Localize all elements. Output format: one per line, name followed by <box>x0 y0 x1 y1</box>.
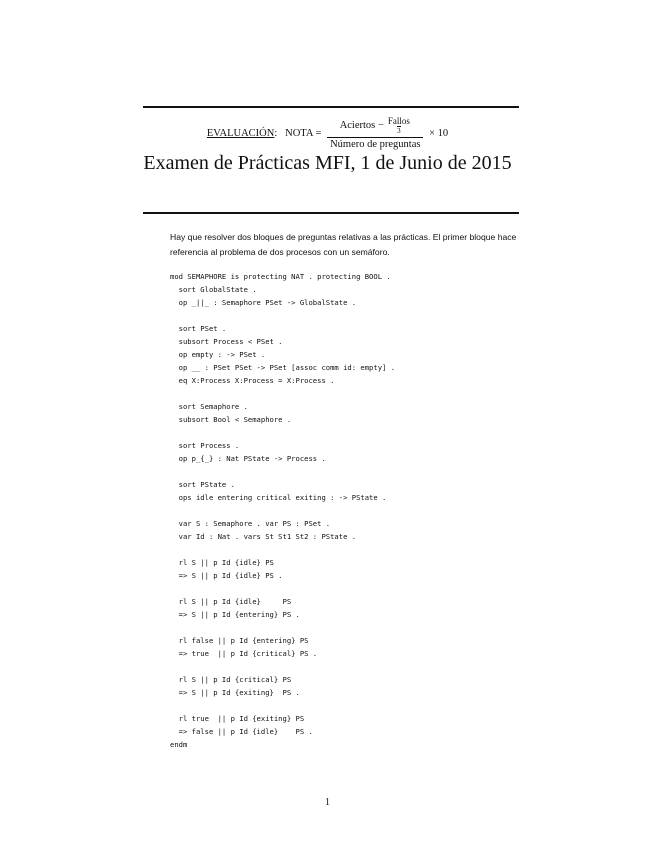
code-line: => S || p Id {entering} PS . <box>170 610 300 619</box>
code-line: eq X:Process X:Process = X:Process . <box>170 376 335 385</box>
code-line: rl S || p Id {idle} PS <box>170 558 274 567</box>
code-line: rl true || p Id {exiting} PS <box>170 714 305 723</box>
code-line: rl S || p Id {idle} PS <box>170 597 292 606</box>
code-line: rl S || p Id {critical} PS <box>170 675 292 684</box>
aciertos-term: Aciertos <box>339 119 376 131</box>
code-line: op _||_ : Semaphore PSet -> GlobalState . <box>170 298 357 307</box>
code-line: mod SEMAPHORE is protecting NAT . protecting BOOL . <box>170 272 391 281</box>
multiplier: × 10 <box>429 127 449 139</box>
code-line: var Id : Nat . vars St St1 St2 : PState . <box>170 532 357 541</box>
code-line: sort Process . <box>170 441 240 450</box>
code-line: => true || p Id {critical} PS . <box>170 649 318 658</box>
nota-label: NOTA = <box>285 127 322 139</box>
code-line: => S || p Id {idle} PS . <box>170 571 283 580</box>
page-number: 1 <box>325 797 330 808</box>
fallos-divisor: 3 <box>397 127 401 135</box>
code-line: op p_{_} : Nat PState -> Process . <box>170 454 326 463</box>
maude-code-block <box>170 270 395 751</box>
code-line: subsort Bool < Semaphore . <box>170 415 292 424</box>
code-line: endm <box>170 740 188 749</box>
code-line: sort Semaphore . <box>170 402 248 411</box>
code-line: => false || p Id {idle} PS . <box>170 727 313 736</box>
code-line: sort GlobalState . <box>170 285 257 294</box>
evaluation-label: EVALUACIÓN: <box>206 127 278 139</box>
fallos-fraction <box>387 117 411 135</box>
code-line: op empty : -> PSet . <box>170 350 266 359</box>
top-rule <box>143 106 519 108</box>
fallos-term: Fallos <box>387 116 410 126</box>
code-line: => S || p Id {exiting} PS . <box>170 688 300 697</box>
fraction-numerator <box>337 117 414 137</box>
intro-paragraph: Hay que resolver dos bloques de preguntas relativas a las prácticas. El primer bloque hace referencia al problema de dos procesos con un semáforo. <box>170 232 517 257</box>
bottom-rule <box>143 212 519 214</box>
page-title: Examen de Prácticas MFI, 1 de Junio de 2015 <box>143 152 512 174</box>
code-line: var S : Semaphore . var PS : PSet . <box>170 519 331 528</box>
code-line: sort PState . <box>170 480 235 489</box>
grade-fraction <box>327 117 423 151</box>
grading-formula <box>0 117 655 151</box>
code-line: ops idle entering critical exiting : -> PState . <box>170 493 387 502</box>
code-line: sort PSet . <box>170 324 227 333</box>
code-line: subsort Process < PSet . <box>170 337 283 346</box>
code-line: op __ : PSet PSet -> PSet [assoc comm id: empty] . <box>170 363 396 372</box>
minus-sign: − <box>377 119 384 131</box>
fraction-denominator: Número de preguntas <box>327 137 423 151</box>
code-line: rl false || p Id {entering} PS <box>170 636 309 645</box>
